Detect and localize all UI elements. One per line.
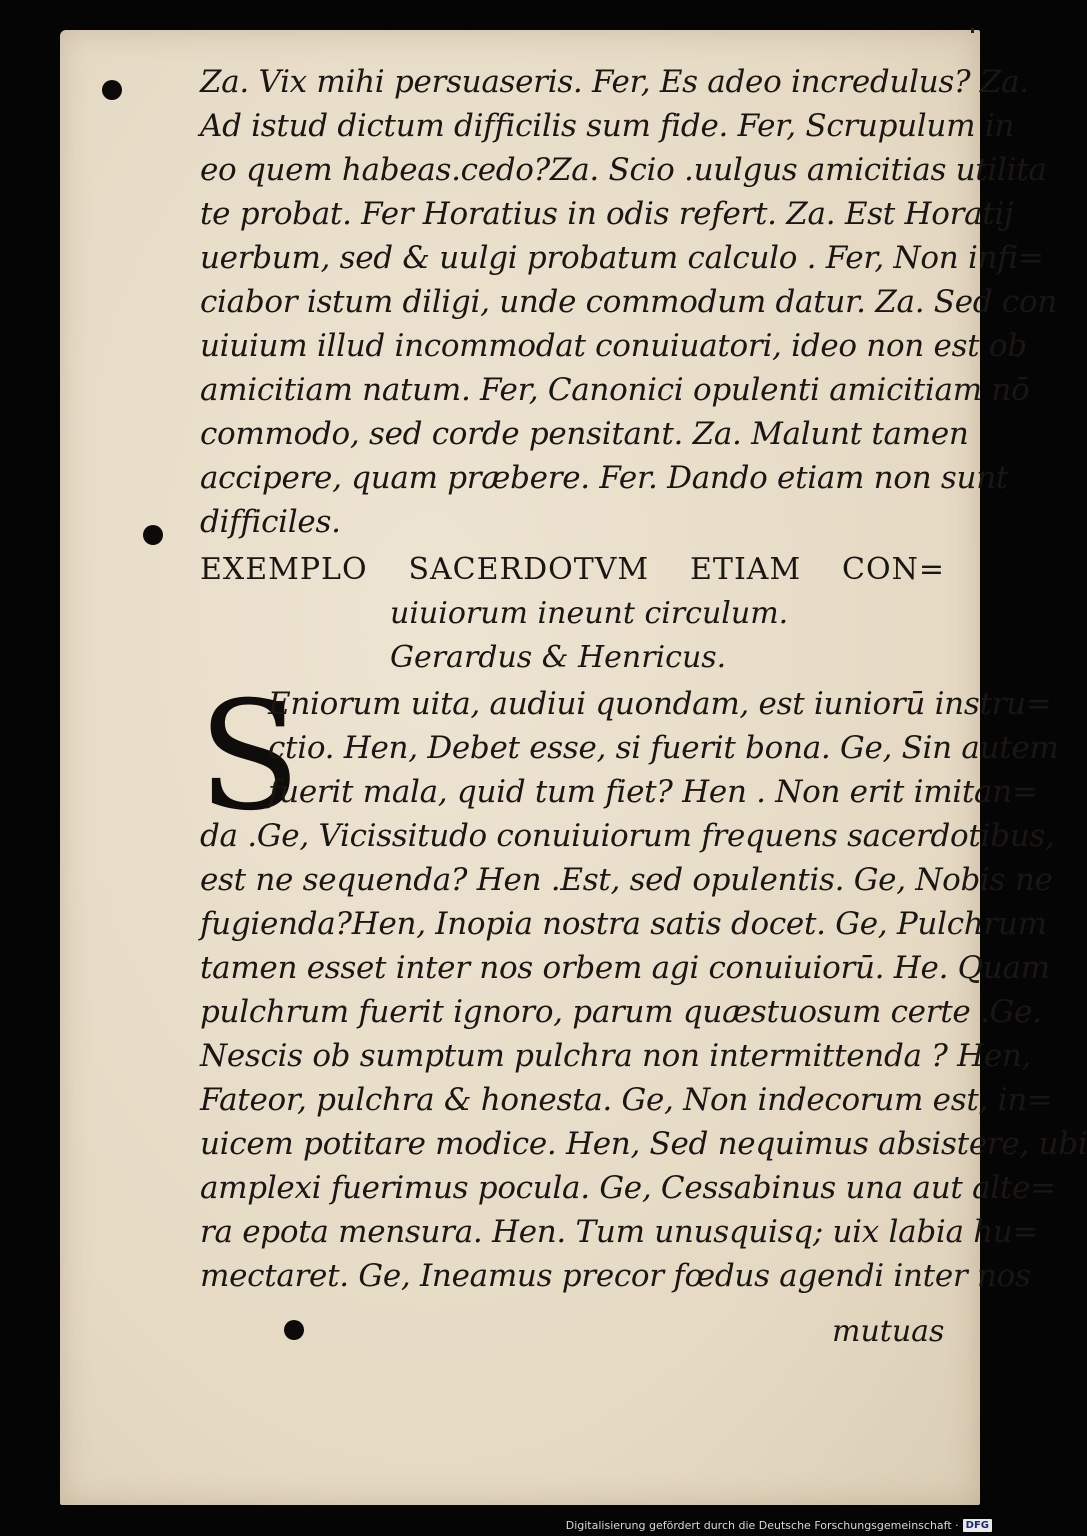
- text-line: accipere, quam præbere. Fer. Dando etiam non sunt: [200, 460, 1009, 496]
- dfg-logo: DFG: [963, 1519, 992, 1532]
- text-line: amplexi fuerimus pocula. Ge, Cessabinus una aut alte=: [200, 1170, 1056, 1206]
- catchword: mutuas: [832, 1314, 945, 1349]
- text-line: fugienda?Hen, Inopia nostra satis docet. Ge, Pulchrum: [200, 906, 1047, 942]
- text-line: mectaret. Ge, Ineamus precor fœdus agendi inter nos: [200, 1258, 1031, 1294]
- text-line: tamen esset inter nos orbem agi conuiuiorū. He. Quam: [200, 950, 1050, 986]
- text-line: Nescis ob sumptum pulchra non intermittenda ? Hen,: [200, 1038, 1032, 1074]
- text-line: fuerit mala, quid tum fiet? Hen . Non erit imitan=: [268, 774, 1038, 810]
- text-line: commodo, sed corde pensitant. Za. Malunt tamen: [200, 416, 969, 452]
- section-subheading: uiuiorum ineunt circulum.: [390, 596, 789, 631]
- text-line: amicitiam natum. Fer, Canonici opulenti amicitiam nō: [200, 372, 1030, 408]
- section-heading: EXEMPLO SACERDOTVM ETIAM CON=: [200, 552, 945, 587]
- text-line: ctio. Hen, Debet esse, si fuerit bona. Ge, Sin autem: [268, 730, 1059, 766]
- text-line: difficiles.: [200, 504, 341, 540]
- text-line: eo quem habeas.cedo?Za. Scio .uulgus amicitias utilita: [200, 152, 1047, 188]
- text-line: uicem potitare modice. Hen, Sed nequimus absistere, ubi: [200, 1126, 1087, 1162]
- text-line: ra epota mensura. Hen. Tum unusquisq; uix labia hu=: [200, 1214, 1039, 1250]
- page-corner-mark: [971, 28, 974, 33]
- margin-dot-2: [143, 525, 163, 545]
- text-line: ciabor istum diligi, unde commodum datur. Za. Sed con: [200, 284, 1057, 320]
- text-block-dropcap: [268, 682, 1059, 814]
- dialogue-speakers: Gerardus & Henricus.: [390, 640, 727, 675]
- text-line: uiuium illud incommodat conuiuatori, ideo non est ob: [200, 328, 1027, 364]
- text-line: uerbum, sed & uulgi probatum calculo . Fer, Non infi=: [200, 240, 1044, 276]
- text-block-top: [200, 60, 1057, 544]
- margin-dot-3: [284, 1320, 304, 1340]
- footer-text: Digitalisierung gefördert durch die Deutsche Forschungsgemeinschaft ·: [565, 1519, 959, 1532]
- text-line: te probat. Fer Horatius in odis refert. Za. Est Horatij: [200, 196, 1014, 232]
- text-block-bottom: [200, 814, 1087, 1298]
- drop-capital: S: [198, 670, 301, 844]
- footer-credit: [566, 1519, 992, 1532]
- text-line: Eniorum uita, audiui quondam, est iuniorū instru=: [268, 686, 1052, 722]
- text-line: da .Ge, Vicissitudo conuiuiorum frequens sacerdotibus,: [200, 818, 1055, 854]
- text-line: pulchrum fuerit ignoro, parum quæstuosum certe .Ge.: [200, 994, 1042, 1030]
- text-line: Ad istud dictum difficilis sum fide. Fer, Scrupulum in: [200, 108, 1015, 144]
- text-line: Fateor, pulchra & honesta. Ge, Non indecorum est, in=: [200, 1082, 1053, 1118]
- text-line: est ne sequenda? Hen .Est, sed opulentis. Ge, Nobis ne: [200, 862, 1053, 898]
- margin-dot-1: [102, 80, 122, 100]
- text-line: Za. Vix mihi persuaseris. Fer, Es adeo incredulus? Za.: [200, 64, 1029, 100]
